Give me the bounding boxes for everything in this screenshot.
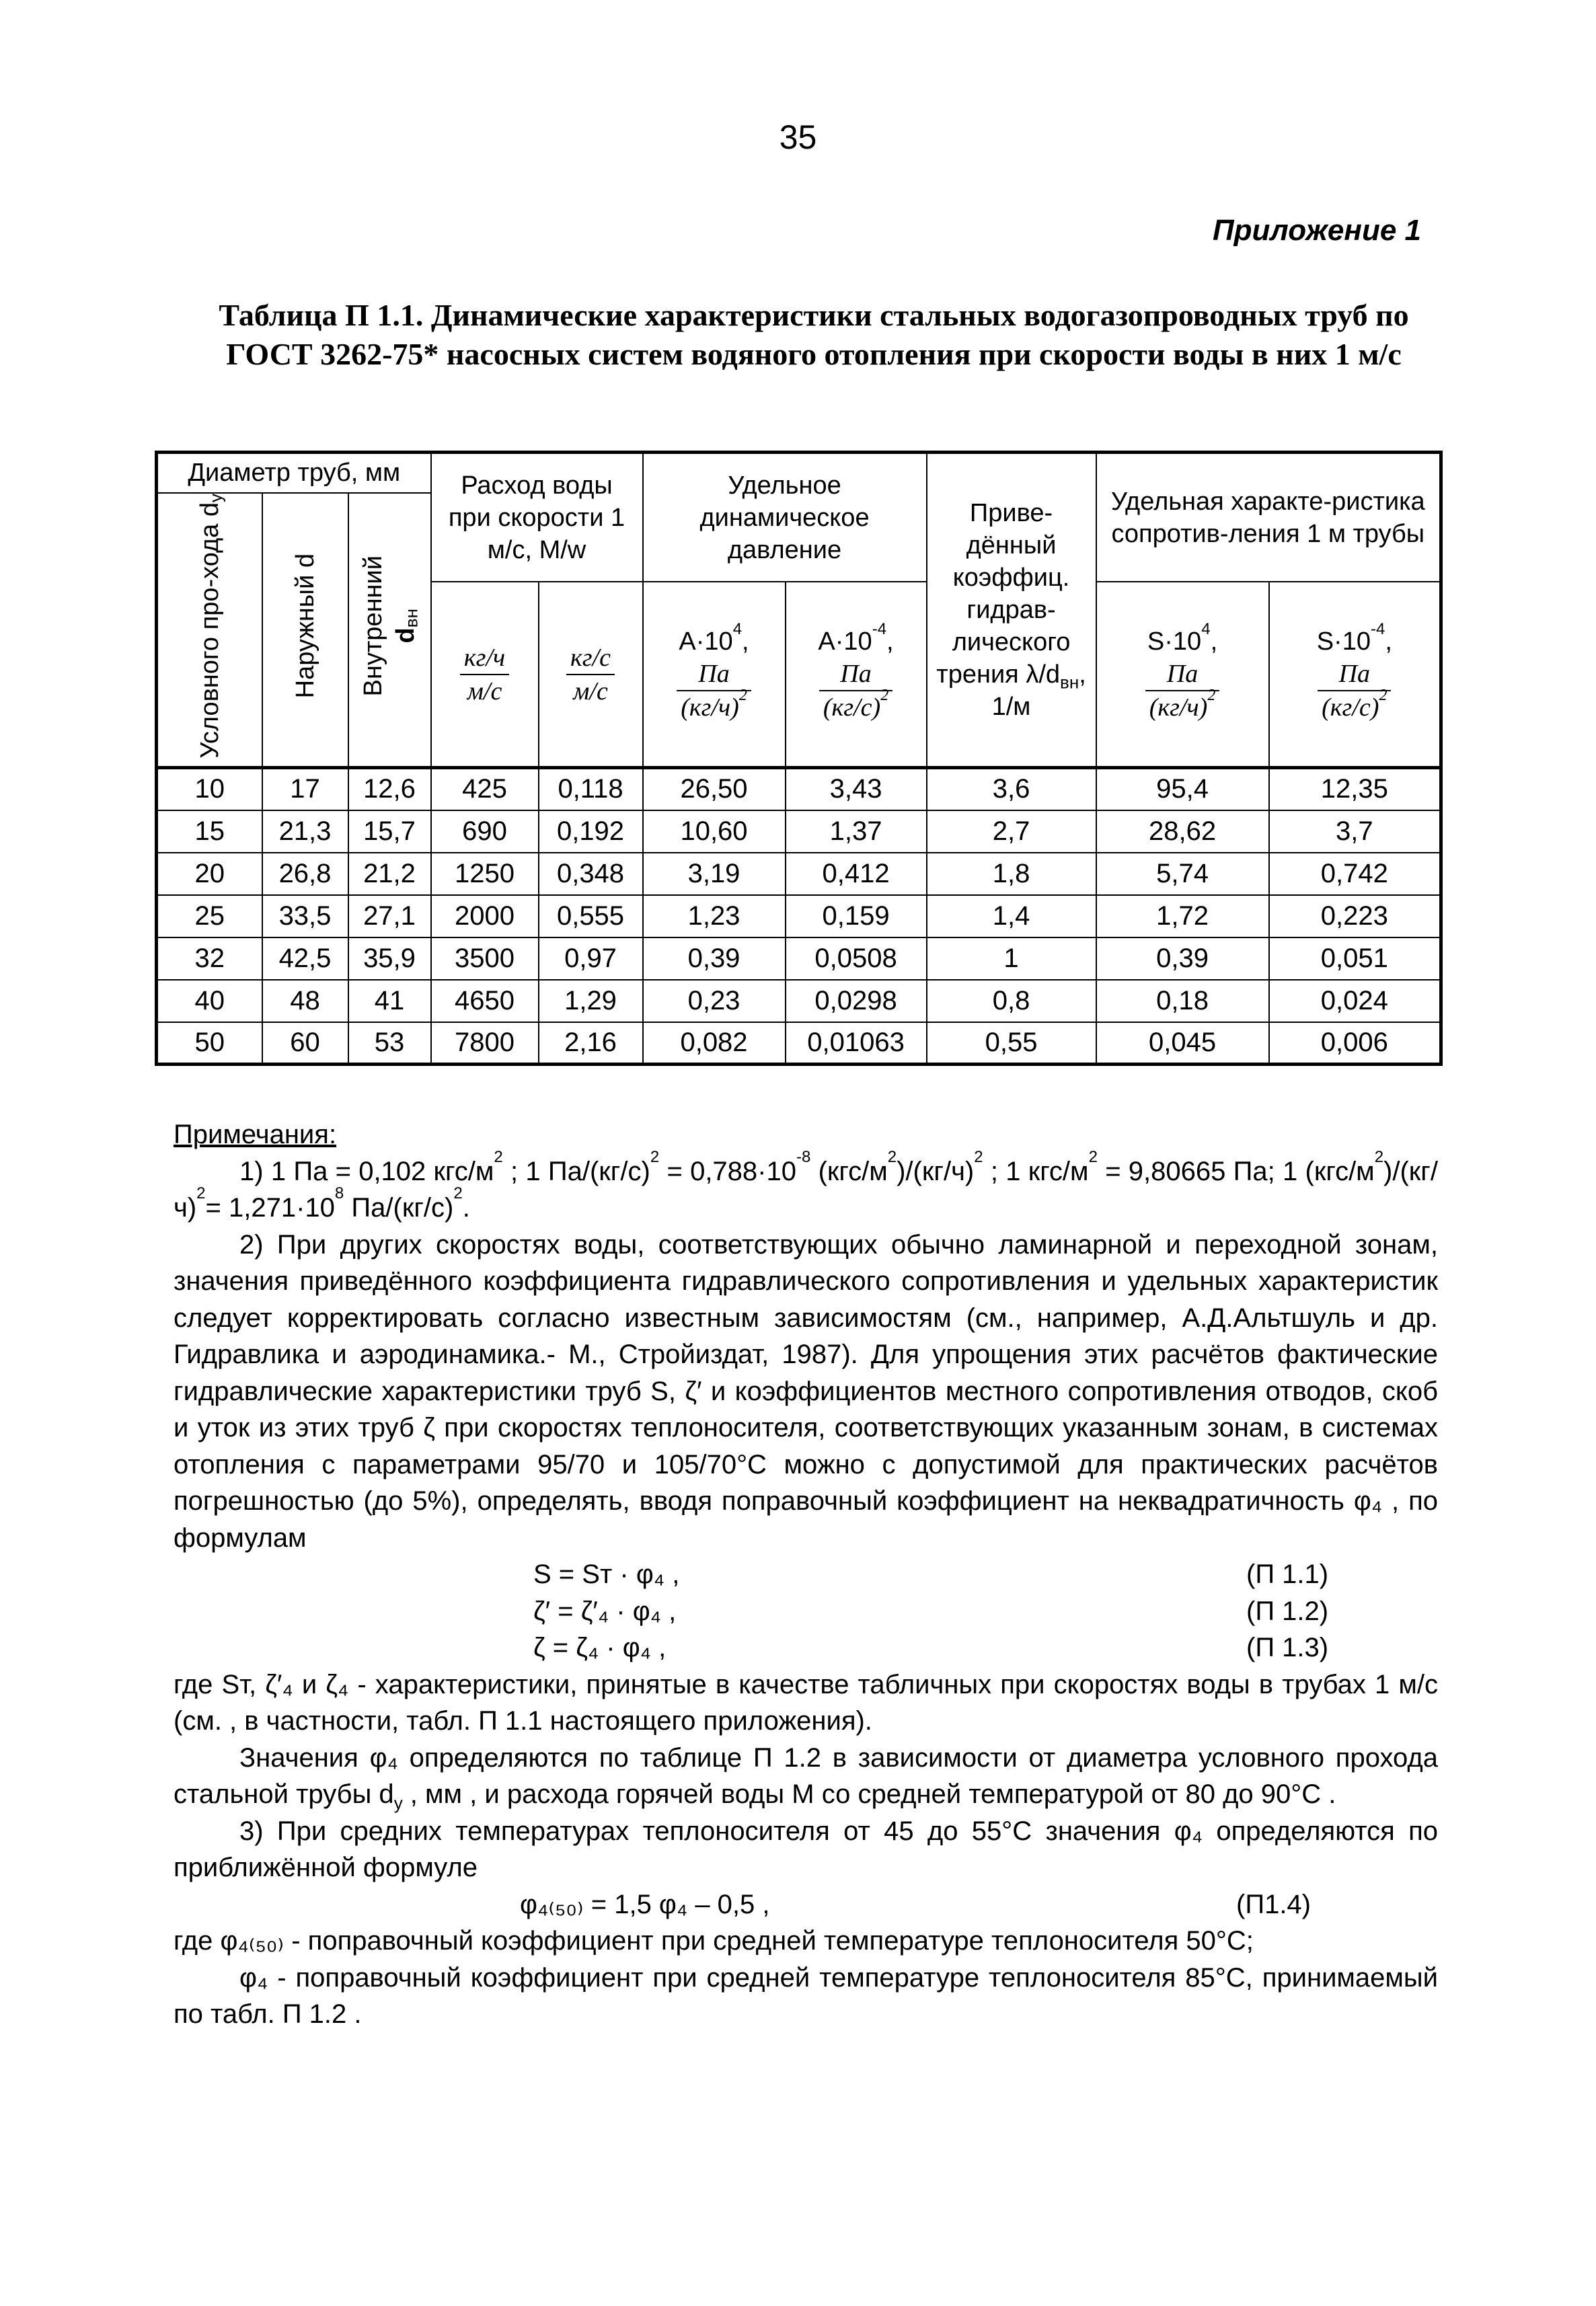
flow-kgh-den: м/с bbox=[467, 677, 502, 705]
header-friction-unit: , 1/м bbox=[991, 660, 1086, 722]
table-cell: 42,5 bbox=[262, 937, 348, 980]
table-row bbox=[157, 768, 1441, 810]
table-cell: 425 bbox=[431, 768, 539, 810]
formula-p1-1 bbox=[174, 1556, 1438, 1593]
table-cell: 33,5 bbox=[262, 895, 348, 937]
header-pressure-a2: $А\cdot 10^{-4}$, $\frac{Па}{(кг/с)^2}$ bbox=[786, 582, 927, 768]
table-cell: 12,6 bbox=[348, 768, 431, 810]
table-cell: 5,74 bbox=[1096, 853, 1269, 895]
table-cell: 2000 bbox=[431, 895, 539, 937]
table-row bbox=[157, 810, 1441, 853]
formula-number: (П 1.3) bbox=[1246, 1633, 1329, 1662]
table-cell: 15,7 bbox=[348, 810, 431, 853]
table-cell: 12,35 bbox=[1269, 768, 1441, 810]
table-cell: 3,43 bbox=[786, 768, 927, 810]
table-cell: 25 bbox=[157, 895, 262, 937]
table-row bbox=[157, 980, 1441, 1022]
header-diameter-group: Диаметр труб, мм bbox=[157, 453, 431, 493]
table-cell: 0,082 bbox=[643, 1022, 786, 1065]
table-cell: 1,37 bbox=[786, 810, 927, 853]
table-cell: 1250 bbox=[431, 853, 539, 895]
table-row bbox=[157, 1022, 1441, 1065]
note-1: 1) 1 Па = 0,102 кгс/$м^2$ ; 1 $Па/(кг/с)^2 = 0,788\cdot 10^{-8}$ $(кгс/м^2)/(кг/ч)^2$ ; 1 кгс/$м^2 = 9,80665$ Па; 1 $(кгс/м^2)/(кг/ч)^2= 1,271\cdot 10^8$ $Па/(кг/с)^2$. bbox=[174, 1147, 1439, 1223]
table-cell: 0,01063 bbox=[786, 1022, 927, 1065]
table-cell: 0,024 bbox=[1269, 980, 1441, 1022]
res-s1-num: Па bbox=[1145, 658, 1220, 691]
header-flow: Расход воды при скорости 1 м/с, M/w bbox=[431, 453, 643, 582]
table-cell: 53 bbox=[348, 1022, 431, 1065]
header-resistance: Удельная характе-ристика сопротив-ления 1 м трубы bbox=[1096, 453, 1441, 582]
table-cell: 0,0298 bbox=[786, 980, 927, 1022]
table-cell: 0,0508 bbox=[786, 937, 927, 980]
table-cell: 0,006 bbox=[1269, 1022, 1441, 1065]
table-cell: 32 bbox=[157, 937, 262, 980]
table-cell: 2,16 bbox=[539, 1022, 643, 1065]
table-cell: 95,4 bbox=[1096, 768, 1269, 810]
table-cell: 0,348 bbox=[539, 853, 643, 895]
table-cell: 26,8 bbox=[262, 853, 348, 895]
table-cell: 17 bbox=[262, 768, 348, 810]
table-row bbox=[157, 895, 1441, 937]
pressure-a2-num: Па bbox=[819, 658, 892, 691]
table-cell: 0,412 bbox=[786, 853, 927, 895]
table-row bbox=[157, 937, 1441, 980]
notes-section bbox=[174, 1116, 1438, 2033]
header-pressure: Удельное динамическое давление bbox=[643, 453, 927, 582]
table-cell: 21,2 bbox=[348, 853, 431, 895]
pressure-a2-den: (кг/с) bbox=[823, 693, 881, 722]
note-2-values: Значения φ₄ определяются по таблице П 1.2 в зависимости от диаметра условного прохода стальной трубы $d_у$ , мм , и расхода горячей воды М со средней температурой от 80 до 90°С . bbox=[174, 1742, 1438, 1813]
pressure-a2-label: А·10 bbox=[818, 627, 872, 656]
formula-text: S = Sт · φ₄ , bbox=[533, 1560, 680, 1589]
table-cell: 35,9 bbox=[348, 937, 431, 980]
table-cell: 50 bbox=[157, 1022, 262, 1065]
table-cell: 0,742 bbox=[1269, 853, 1441, 895]
formula-p1-2 bbox=[174, 1593, 1438, 1630]
table-cell: 1,4 bbox=[927, 895, 1096, 937]
flow-kgs-num: кг/с bbox=[566, 642, 615, 675]
table-cell: 7800 bbox=[431, 1022, 539, 1065]
formula-p1-3 bbox=[174, 1629, 1438, 1666]
res-s2-num: Па bbox=[1318, 658, 1391, 691]
header-flow-kgh bbox=[431, 582, 539, 768]
note-3-where-2: φ₄ - поправочный коэффициент при средней температуре теплоносителя 85°С, принимаемый по табл. П 1.2 . bbox=[174, 1962, 1438, 2029]
table-cell: 21,3 bbox=[262, 810, 348, 853]
table-row bbox=[157, 853, 1441, 895]
header-friction-sub: вн bbox=[1060, 672, 1079, 693]
formula-number: (П 1.1) bbox=[1246, 1560, 1329, 1589]
table-cell: 0,39 bbox=[643, 937, 786, 980]
res-s2-label: S·10 bbox=[1316, 627, 1371, 656]
table-cell: 0,045 bbox=[1096, 1022, 1269, 1065]
table-cell: 40 bbox=[157, 980, 262, 1022]
table-cell: 3,6 bbox=[927, 768, 1096, 810]
res-s1-den: (кг/ч) bbox=[1149, 693, 1208, 722]
header-conditional-text: Условного про-хода d bbox=[195, 502, 224, 759]
table-cell: 0,159 bbox=[786, 895, 927, 937]
flow-kgs-den: м/с bbox=[573, 677, 608, 705]
table-cell: 1 bbox=[927, 937, 1096, 980]
res-s1-exp: 4 bbox=[1201, 619, 1211, 638]
pressure-a1-label: А·10 bbox=[679, 627, 733, 656]
res-s2-den: (кг/с) bbox=[1322, 693, 1379, 722]
note-3: 3) При средних температурах теплоносителя от 45 до 55°С значения φ₄ определяются по приближённой формуле bbox=[174, 1816, 1438, 1882]
header-conditional-sub: у bbox=[205, 493, 226, 502]
header-inner-text: Внутренний bbox=[359, 555, 387, 697]
header-conditional bbox=[157, 493, 262, 768]
note-2-where: где Sт, ζ′₄ и ζ₄ - характеристики, принятые в качестве табличных при скоростях воды в трубах 1 м/с (см. , в частности, табл. П 1.1 настоящего приложения). bbox=[174, 1669, 1438, 1736]
header-flow-kgs bbox=[539, 582, 643, 768]
table-cell: 10,60 bbox=[643, 810, 786, 853]
table-cell: 0,555 bbox=[539, 895, 643, 937]
header-inner-sub: вн bbox=[401, 608, 422, 627]
table-cell: 26,50 bbox=[643, 768, 786, 810]
header-pressure-a1: $А\cdot 10^4$, $\frac{Па}{(кг/ч)^2}$ bbox=[643, 582, 786, 768]
formula-number: (П1.4) bbox=[1236, 1889, 1311, 1919]
table-cell: 0,051 bbox=[1269, 937, 1441, 980]
table-cell: 1,23 bbox=[643, 895, 786, 937]
table-cell: 0,55 bbox=[927, 1022, 1096, 1065]
table-cell: 0,223 bbox=[1269, 895, 1441, 937]
page-number: 35 bbox=[779, 118, 817, 156]
table-cell: 0,97 bbox=[539, 937, 643, 980]
data-table bbox=[155, 451, 1443, 1066]
table-cell: 15 bbox=[157, 810, 262, 853]
table-cell: 27,1 bbox=[348, 895, 431, 937]
header-res-s1: $S\cdot 10^4$, $\frac{Па}{(кг/ч)^2}$ bbox=[1096, 582, 1269, 768]
table-cell: 0,18 bbox=[1096, 980, 1269, 1022]
table-cell: 0,8 bbox=[927, 980, 1096, 1022]
table-cell: 4650 bbox=[431, 980, 539, 1022]
note-3-where-1: где φ₄₍₅₀₎ - поправочный коэффициент при средней температуре теплоносителя 50°С; bbox=[174, 1926, 1254, 1956]
table-cell: 3,19 bbox=[643, 853, 786, 895]
appendix-label: Приложение 1 bbox=[1213, 214, 1421, 247]
formula-number: (П 1.2) bbox=[1246, 1596, 1329, 1626]
formula-text: ζ′ = ζ′₄ · φ₄ , bbox=[533, 1596, 677, 1626]
table-cell: 2,7 bbox=[927, 810, 1096, 853]
table-cell: 3500 bbox=[431, 937, 539, 980]
table-cell: 0,23 bbox=[643, 980, 786, 1022]
res-s2-exp: -4 bbox=[1370, 619, 1385, 638]
notes-heading: Примечания: bbox=[174, 1120, 337, 1149]
table-cell: 0,118 bbox=[539, 768, 643, 810]
table-cell: 1,8 bbox=[927, 853, 1096, 895]
table-cell: 1,29 bbox=[539, 980, 643, 1022]
table-cell: 10 bbox=[157, 768, 262, 810]
res-s1-label: S·10 bbox=[1147, 627, 1202, 656]
header-outer-text: Наружный d bbox=[291, 553, 319, 699]
table-cell: 20 bbox=[157, 853, 262, 895]
pressure-a1-den: (кг/ч) bbox=[681, 693, 739, 722]
header-friction-text: Приве-дённый коэффиц. гидрав-лического трения λ/d bbox=[936, 499, 1071, 689]
pressure-a1-exp: 4 bbox=[732, 619, 743, 638]
header-outer bbox=[262, 493, 348, 768]
header-friction bbox=[927, 453, 1096, 768]
table-cell: 1,72 bbox=[1096, 895, 1269, 937]
table-title: Таблица П 1.1. Динамические характеристики стальных водогазопроводных труб по ГОСТ 3262-75* насосных систем водяного отопления при скорости воды в них 1 м/с bbox=[219, 298, 1409, 371]
table-cell: 690 bbox=[431, 810, 539, 853]
table-cell: 41 bbox=[348, 980, 431, 1022]
table-cell: 0,39 bbox=[1096, 937, 1269, 980]
header-res-s2: $S\cdot 10^{-4}$, $\frac{Па}{(кг/с)^2}$ bbox=[1269, 582, 1441, 768]
formula-text: ζ = ζ₄ · φ₄ , bbox=[533, 1633, 667, 1662]
pressure-a1-num: Па bbox=[677, 658, 751, 691]
pressure-a2-exp: -4 bbox=[872, 619, 887, 638]
header-inner bbox=[348, 493, 431, 768]
header-inner-sym: d bbox=[391, 627, 420, 644]
formula-text: φ₄₍₅₀₎ = 1,5 φ₄ – 0,5 , bbox=[520, 1889, 770, 1919]
table-cell: 3,7 bbox=[1269, 810, 1441, 853]
formula-p1-4 bbox=[174, 1886, 1438, 1923]
flow-kgh-num: кг/ч bbox=[460, 642, 509, 675]
table-cell: 60 bbox=[262, 1022, 348, 1065]
note-2: 2) При других скоростях воды, соответствующих обычно ламинарной и переходной зонам, значения приведённого коэффициента гидравлического сопротивления и удельных характеристик следует корректировать согласно известным зависимостям (см., например, А.Д.Альтшуль и др. Гидравлика и аэродинамика.- М., Стройиздат, 1987). Для упрощения этих расчётов фактические гидравлические характеристики труб S, ζ′ и коэффициентов местного сопротивления отводов, скоб и уток из этих труб ζ при скоростях теплоносителя, соответствующих указанным зонам, в системах отопления с параметрами 95/70 и 105/70°С можно с допустимой для практических расчётов погрешностью (до 5%), определять, вводя поправочный коэффициент на неквадратичность φ₄ , по формулам bbox=[174, 1229, 1438, 1553]
table-cell: 0,192 bbox=[539, 810, 643, 853]
table-cell: 28,62 bbox=[1096, 810, 1269, 853]
table-cell: 48 bbox=[262, 980, 348, 1022]
